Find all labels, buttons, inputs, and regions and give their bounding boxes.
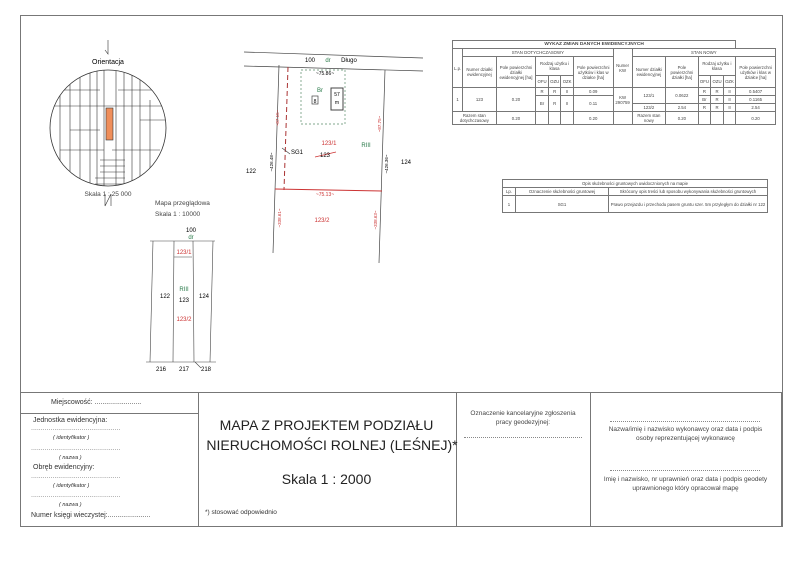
building-small: 8 xyxy=(313,99,317,105)
road-number: 100 xyxy=(304,58,316,64)
land-class: RIII xyxy=(361,143,371,149)
dim-right-1: ~87.75~ xyxy=(377,115,382,133)
top-dimension: ~75.86~ xyxy=(315,71,335,77)
footnote: *) stosować odpowiednio xyxy=(205,509,277,516)
signature-box xyxy=(590,392,782,527)
overview-road: 100 xyxy=(185,228,197,234)
surveyor-signature-label: Imię i nazwisko, nr uprawnień oraz data i podpis geodety uprawnionego który opracował mapę xyxy=(603,476,768,492)
cell: 0.09 xyxy=(573,88,613,96)
dim-right-2: ~338.63~ xyxy=(373,210,378,230)
unit-id-field: .............................................. xyxy=(31,425,121,432)
overview-b3: 218 xyxy=(200,367,212,373)
cell: 0.1165 xyxy=(736,96,776,104)
cell: R xyxy=(536,88,549,96)
changes-title: WYKAZ ZMIAN DANYCH EWIDENCYJNYCH xyxy=(453,41,736,49)
land-use-br: Br xyxy=(317,88,323,94)
title-box xyxy=(197,392,457,527)
precinct-id-caption: ( identyfikator ) xyxy=(53,483,90,489)
precinct-name-field: .............................................. xyxy=(31,492,121,499)
col-new-ozu: OZU xyxy=(711,76,724,88)
land-register-field: Numer księgi wieczystej:...................... xyxy=(31,512,151,519)
dim-left: ~426.48~ xyxy=(269,152,274,172)
cell: II xyxy=(561,96,573,112)
cell: Prawo przejazdu i przechodu pasem gruntu szer. 5m przyległym do działki nr 122 xyxy=(609,196,768,213)
precinct-name-caption: ( nazwa ) xyxy=(59,502,82,508)
table-row xyxy=(453,88,776,96)
cell: 123 xyxy=(463,88,497,112)
table-row xyxy=(503,196,768,213)
north-arrow-icon xyxy=(105,40,108,54)
overview-right: 124 xyxy=(198,294,210,300)
col-lp: Lp. xyxy=(503,188,516,196)
building-big-suffix: m xyxy=(334,100,340,106)
cell: SG1 xyxy=(516,196,609,213)
cell: 0.20 xyxy=(736,112,776,125)
map-scale: Skala 1 : 2000 xyxy=(281,471,372,487)
overview-b2: 217 xyxy=(178,367,190,373)
col-desc: Skrócony opis treści lub sposobu wykonywania służebności gruntowych xyxy=(609,188,768,196)
overview-land: RIII xyxy=(179,287,189,293)
neighbor-124: 124 xyxy=(400,160,412,166)
neighbor-122: 122 xyxy=(245,169,257,175)
cell: R xyxy=(548,88,561,96)
col-ofu: OFU xyxy=(536,76,549,88)
col-new-ofu: OFU xyxy=(698,76,711,88)
col-ozu: OZU xyxy=(548,76,561,88)
cell: 0.11 xyxy=(573,96,613,112)
cell: II xyxy=(723,104,735,112)
overview-parcel-2: 123/2 xyxy=(176,317,192,323)
cell: 1 xyxy=(453,88,463,112)
easement-sg1: SG1 xyxy=(290,150,304,156)
col-mark: Oznaczenie służebności gruntowej xyxy=(516,188,609,196)
overview-road-use: dr xyxy=(188,235,194,241)
cell: II xyxy=(723,96,735,104)
cell: 0.20 xyxy=(573,112,613,125)
col-lp: L.p. xyxy=(453,49,463,88)
building-big: 57 xyxy=(334,92,340,98)
office-box xyxy=(456,392,591,527)
cell: 0.20 xyxy=(496,88,536,112)
cell: 0.5407 xyxy=(736,88,776,96)
col-new-use-area: Pole powierzchni użytków i klas w działce [ha] xyxy=(736,57,776,88)
overview-b1: 216 xyxy=(155,367,167,373)
changes-table xyxy=(452,40,776,125)
overview-old-parcel: 123 xyxy=(178,298,190,304)
dim-left-1: ~87.15~ xyxy=(275,109,280,127)
unit-name-caption: ( nazwa ) xyxy=(59,455,82,461)
office-label: Oznaczenie kancelaryjne zgłoszenia pracy geodezyjnej: xyxy=(470,410,576,426)
col-use-area: Pole powierzchni użytków i klas w działce [ha] xyxy=(573,57,613,88)
cell: 0.0622 xyxy=(666,88,698,104)
cell: Razem stan dotychczasowy xyxy=(453,112,497,125)
road-use: dr xyxy=(325,58,331,64)
map-title-line-1: MAPA Z PROJEKTEM PODZIAŁU xyxy=(219,417,434,433)
cell: R xyxy=(548,96,561,112)
cell: R xyxy=(711,104,724,112)
cell: 0.20 xyxy=(666,112,698,125)
cell: 2.54 xyxy=(736,104,776,112)
overview-scale: Skala 1 : 10000 xyxy=(155,211,201,218)
cell: Br xyxy=(536,96,549,112)
col-new-num: Numer działki ewidencyjnej xyxy=(632,57,666,88)
cell: R xyxy=(711,88,724,96)
cell: 0.20 xyxy=(496,112,536,125)
cell: 123/2 xyxy=(632,104,666,112)
col-new-ozk: OZK xyxy=(723,76,735,88)
overview-map xyxy=(146,241,216,368)
precinct-id-field: .............................................. xyxy=(31,473,121,480)
orientation-scale: Skala 1 : 25 000 xyxy=(84,191,132,198)
cell: II xyxy=(723,88,735,96)
unit-name-field: .............................................. xyxy=(31,445,121,452)
overview-labels xyxy=(156,228,212,373)
cell: 1 xyxy=(503,196,516,213)
old-parcel: 123 xyxy=(319,153,331,159)
location-box xyxy=(20,392,199,527)
col-num: Numer działki ewidencyjnej xyxy=(463,57,497,88)
col-use: Rodzaj użytku i klasa xyxy=(536,57,574,76)
division-dimension: ~75.13~ xyxy=(315,192,335,198)
main-map-labels xyxy=(246,58,412,230)
overview-title: Mapa przeglądowa xyxy=(155,200,210,207)
col-kw: Numer KW xyxy=(613,49,632,88)
precinct-label: Obręb ewidencyjny: xyxy=(33,464,95,471)
cell: R xyxy=(698,88,711,96)
overview-left: 122 xyxy=(159,294,171,300)
dim-right: ~426.36~ xyxy=(384,154,389,174)
col-ozk: OZK xyxy=(561,76,573,88)
old-state-header: STAN DOTYCHCZASOWY xyxy=(463,49,613,57)
col-new-area: Pole powierzchni działki [ha] xyxy=(666,57,698,88)
cell: Razem stan nowy xyxy=(632,112,666,125)
parcel-123-1: 123/1 xyxy=(321,141,337,147)
locality-field: Miejscowość: ........................ xyxy=(51,399,142,406)
new-state-header: STAN NOWY xyxy=(632,49,775,57)
cell: R xyxy=(711,96,724,104)
unit-id-caption: ( identyfikator ) xyxy=(53,435,90,441)
cell: 123/1 xyxy=(632,88,666,104)
unit-label: Jednostka ewidencyjna: xyxy=(33,417,108,424)
easements-table xyxy=(502,179,768,213)
cell: II xyxy=(561,88,573,96)
cell: R xyxy=(698,104,711,112)
col-area: Pole powierzchni działki ewidencyjnej [ha] xyxy=(496,57,536,88)
road-name: Długo xyxy=(341,58,357,64)
overview-parcel-1: 123/1 xyxy=(176,250,192,256)
contractor-signature-label: Nazwa/imię i nazwisko wykonawcy oraz data i podpis osoby reprezentującej wykonawcę xyxy=(608,426,763,442)
easements-title: Opis służebności gruntowych uwidocznionych na mapie xyxy=(503,180,768,188)
cell: Br xyxy=(698,96,711,104)
table-row-total xyxy=(453,112,776,125)
orientation-label: Orientacja xyxy=(92,59,124,66)
dim-left-2: ~338.61~ xyxy=(277,208,282,228)
map-title-line-2: NIERUCHOMOŚCI ROLNEJ (LEŚNEJ)* xyxy=(206,437,458,453)
cell: 2.54 xyxy=(666,104,698,112)
parcel-123-2: 123/2 xyxy=(314,218,330,224)
col-new-use: Rodzaj użytku i klasa xyxy=(698,57,736,76)
cell: KW 290759 xyxy=(613,88,632,112)
